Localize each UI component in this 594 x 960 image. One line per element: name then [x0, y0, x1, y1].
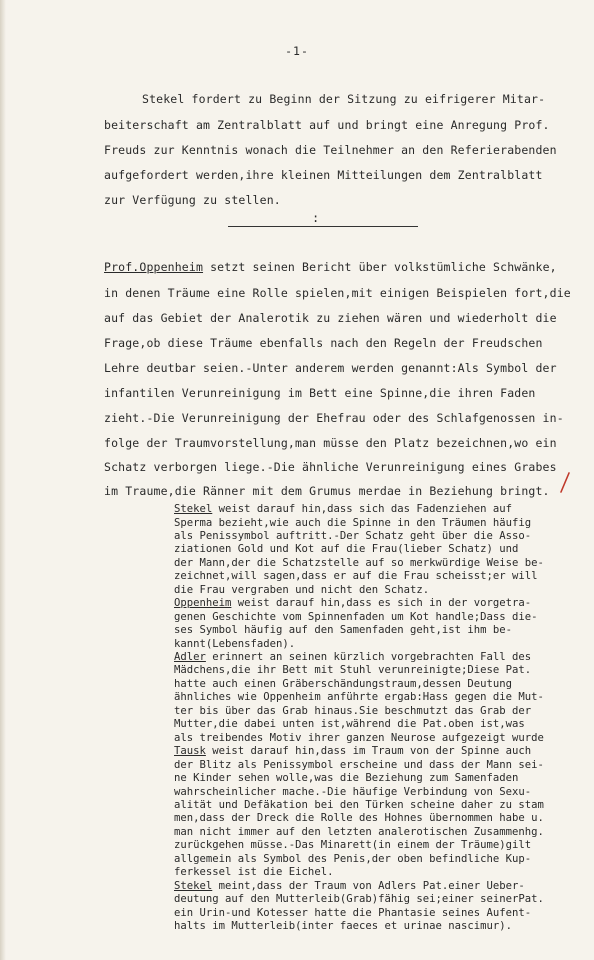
main-line: in denen Träume eine Rolle spielen,mit einigen Beispielen fort,die: [104, 286, 571, 300]
intro-line: Stekel fordert zu Beginn der Sitzung zu eifrigerer Mitar-: [142, 92, 546, 106]
line-rest: weist darauf hin,dass im Traum von der Spinne auch: [205, 745, 532, 758]
discussion-line-speaker: [174, 597, 531, 609]
discussion-line: ein Urin-und Kotesser hatte die Phantasie seines Aufent-: [174, 906, 532, 919]
discussion-line: kannt(Lebensfaden).: [174, 637, 296, 650]
discussion-line: halts im Mutterleib(inter faeces et urinae nascimur).: [174, 920, 513, 932]
discussion-line: man nicht immer auf den letzten analerotischen Zusammenhg.: [174, 825, 544, 838]
main-line: auf das Gebiet der Analerotik zu ziehen wären und wiederholt die: [104, 311, 557, 325]
main-line-first: [104, 260, 557, 274]
main-line: infantilen Verunreinigung im Bett eine Spinne,die ihren Faden: [104, 386, 536, 400]
speaker-name: Stekel: [174, 879, 213, 892]
line-rest: setzt seinen Bericht über volkstümliche Schwänke,: [203, 260, 557, 274]
discussion-line: zeichnet,will sagen,dass er auf die Frau scheisst;er will: [174, 570, 538, 583]
main-line: Frage,ob diese Träume ebenfalls nach den Regeln der Freudschen: [104, 336, 543, 350]
discussion-line: Mutter,die dabei unten ist,während die Pat.oben ist,was: [174, 718, 525, 731]
separator-rule: [228, 226, 418, 227]
intro-line: Freuds zur Kenntnis wonach die Teilnehmer an den Referierabenden: [104, 143, 557, 157]
discussion-line: der Mann,der die Schatzstelle auf so merkwürdige Weise be-: [174, 556, 544, 569]
discussion-line: Sperma bezieht,wie auch die Spinne in den Träumen häufig: [174, 516, 532, 529]
line-rest: weist darauf hin,dass es sich in der vorgetra-: [231, 597, 532, 610]
discussion-line: alität und Defäkation bei den Türken scheine daher zu stam: [174, 798, 544, 811]
discussion-line: ses Symbol häufig auf den Samenfaden geht,ist ihm be-: [174, 624, 513, 636]
intro-line: aufgefordert werden,ihre kleinen Mitteilungen dem Zentralblatt: [104, 168, 543, 182]
discussion-line: als Penissymbol auftritt.-Der Schatz geht über die Asso-: [174, 529, 532, 542]
main-line: folge der Traumvorstellung,man müsse den Platz bezeichnen,wo ein: [104, 436, 557, 450]
discussion-line: wahrscheinlicher mache.-Die häufige Verbindung von Sexu-: [174, 785, 532, 798]
discussion-line-speaker: [174, 503, 512, 515]
discussion-line: men,dass der Dreck die Rolle des Hohnes übernommen habe u.: [174, 812, 544, 825]
speaker-name: Tausk: [174, 745, 206, 758]
discussion-line: deutung auf den Mutterleib(Grab)fähig sei;einer seinerPat.: [174, 893, 544, 905]
speaker-name: Oppenheim: [174, 597, 232, 610]
discussion-line: Mädchens,die ihr Bett mit Stuhl verunreinigte;Diese Pat.: [174, 664, 532, 677]
discussion-line: ter bis über das Grab hinaus.Sie beschmutzt das Grab der: [174, 704, 532, 717]
discussion-line-speaker: [174, 880, 525, 892]
main-line: Lehre deutbar seien.-Unter anderem werden genannt:Als Symbol der: [104, 361, 557, 375]
main-line: Schatz verborgen liege.-Die ähnliche Verunreinigung eines Grabes: [104, 460, 557, 474]
discussion-line: ne Kinder sehen wolle,was die Beziehung zum Samenfaden: [174, 772, 519, 784]
discussion-line: zurückgehen müsse.-Das Minarett(in einem der Träume)gilt: [174, 839, 532, 852]
discussion-line-speaker: [174, 651, 531, 663]
main-line: im Traume,die Ränner mit dem Grumus merdae in Beziehung bringt.: [104, 484, 550, 498]
discussion-line: als treibendes Motiv ihrer ganzen Neurose aufgezeigt wurde: [174, 731, 544, 744]
line-rest: meint,dass der Traum von Adlers Pat.einer Ueber-: [212, 879, 525, 892]
discussion-line-speaker: [174, 745, 531, 757]
line-rest: erinnert an seinen kürzlich vorgebrachten Fall des: [205, 651, 532, 663]
discussion-line: die Frau vergraben und nicht den Schatz.: [174, 583, 430, 596]
discussion-line: ähnliches wie Oppenheim anführte ergab:Hass gegen die Mut-: [174, 691, 544, 704]
intro-line: zur Verfügung zu stellen.: [104, 193, 281, 207]
speaker-name: Stekel: [174, 503, 213, 515]
line-rest: weist darauf hin,dass sich das Fadenziehen auf: [212, 503, 513, 515]
speaker-name: Prof.Oppenheim: [104, 260, 204, 274]
discussion-line: ziationen Gold und Kot auf die Frau(lieber Schatz) und: [174, 543, 519, 556]
discussion-line: genen Geschichte vom Spinnenfaden um Kot handle;Dass die-: [174, 610, 538, 623]
discussion-line: ferkessel ist die Eichel.: [174, 866, 334, 879]
discussion-line: hatte auch einen Gräberschändungstraum,dessen Deutung: [174, 677, 513, 690]
page-number: -1-: [285, 44, 309, 58]
red-annotation-mark: [558, 472, 572, 494]
discussion-line: allgemein als Symbol des Penis,der oben befindliche Kup-: [174, 852, 532, 865]
discussion-line: der Blitz als Penissymbol erscheine und dass der Mann sei-: [174, 758, 544, 771]
separator-colon: :: [312, 211, 320, 225]
main-line: zieht.-Die Verunreinigung der Ehefrau oder des Schlafgenossen in-: [104, 411, 564, 425]
intro-line: beiterschaft am Zentralblatt auf und bringt eine Anregung Prof.: [104, 118, 550, 132]
speaker-name: Adler: [174, 651, 206, 663]
